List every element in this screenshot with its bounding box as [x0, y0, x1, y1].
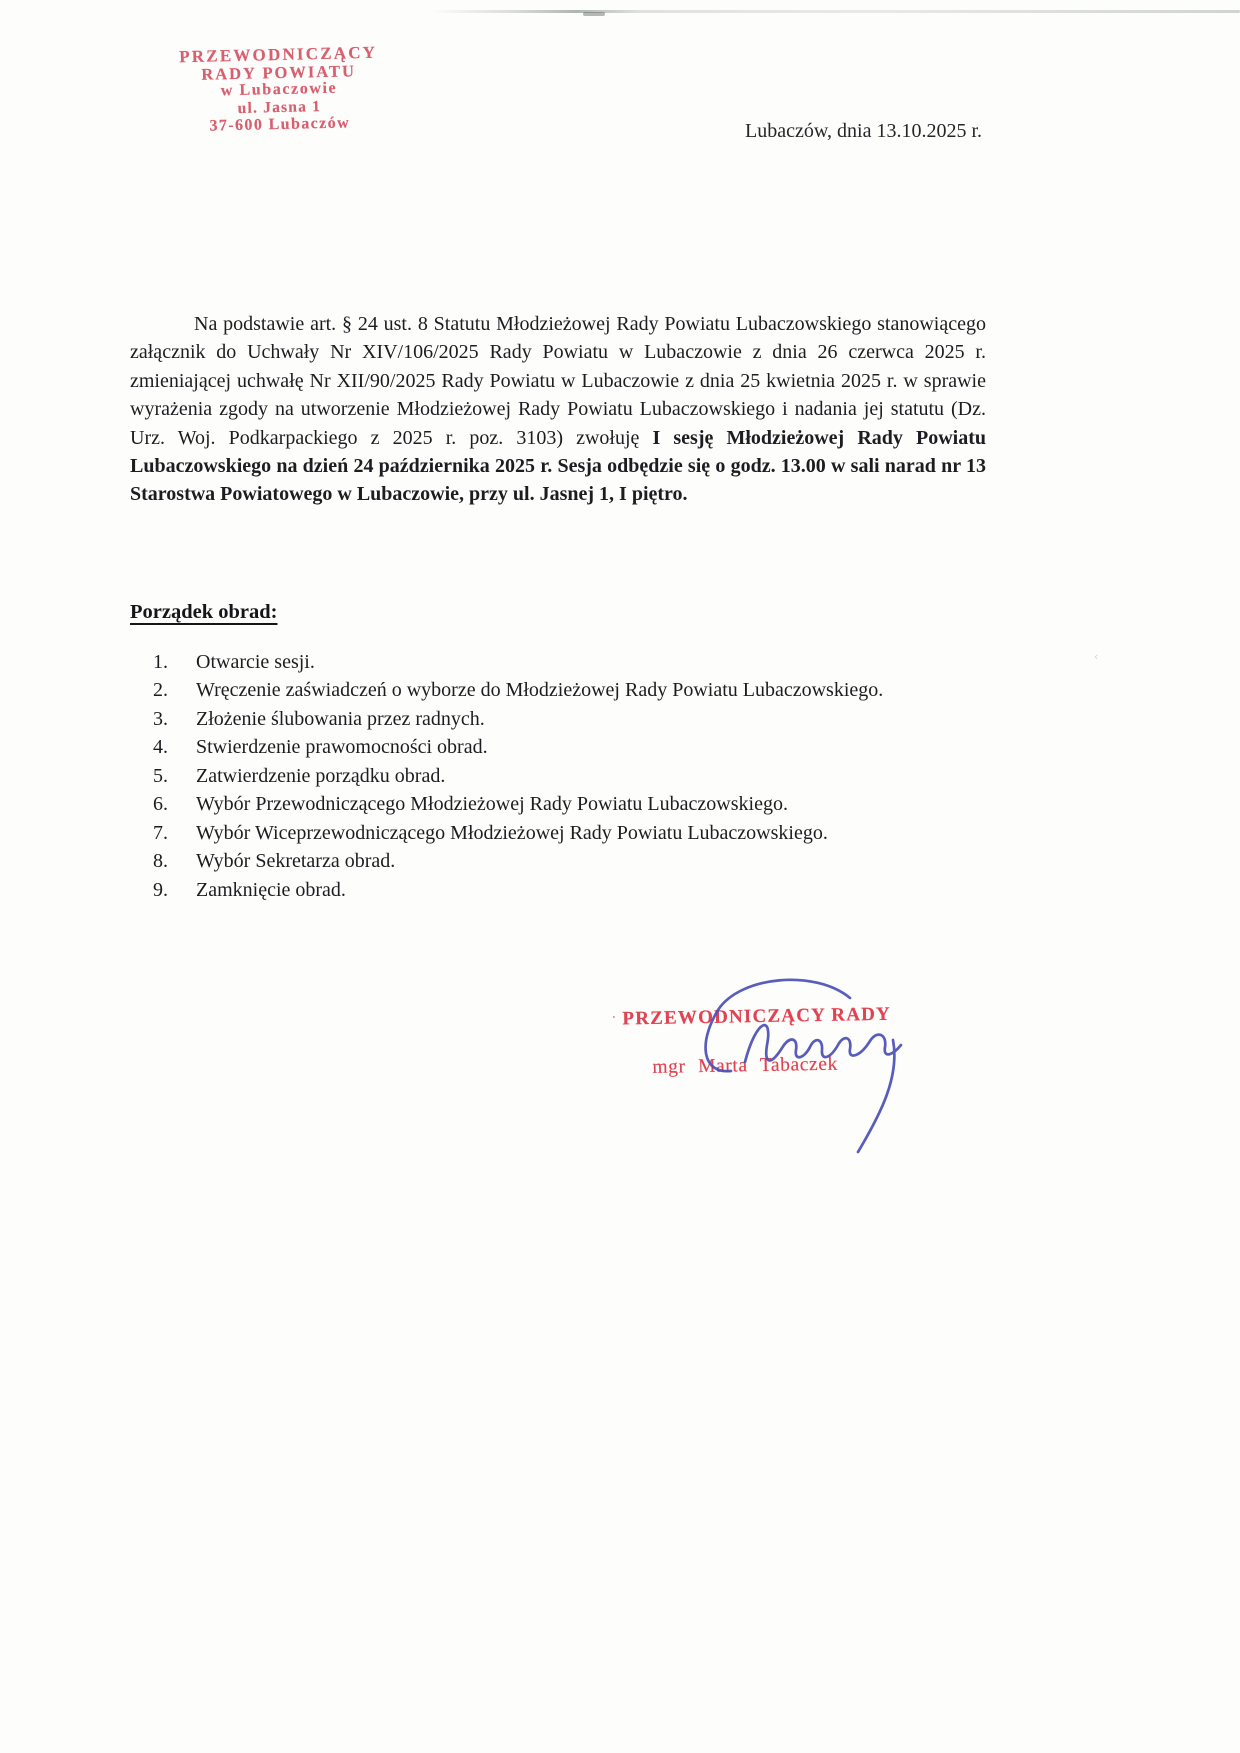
- dateline: Lubaczów, dnia 13.10.2025 r.: [745, 120, 982, 142]
- signature-descender: [858, 1040, 894, 1152]
- agenda-item-text: Wybór Sekretarza obrad.: [196, 850, 396, 873]
- agenda-item-number: 7.: [153, 821, 168, 844]
- agenda-item: [153, 705, 1013, 733]
- agenda-item-number: 1.: [153, 651, 168, 673]
- agenda-item-text: Wybór Wiceprzewodniczącego Młodzieżowej Rady Powiatu Lubaczowskiego.: [196, 821, 828, 844]
- agenda-item: [153, 819, 1013, 847]
- sender-stamp-line: ul. Jasna 1: [237, 97, 322, 117]
- agenda-item-number: 4.: [153, 736, 168, 759]
- session-announcement-text: I sesję Młodzieżowej Rady Powiatu Lubaczowskiego na dzień 24 października 2025 r. Sesja odbędzie się o godz. 13.00 w sali narad nr 13 Starostwa Powiatowego w Lubaczowie, przy ul. Jasnej 1, I piętro.: [130, 426, 986, 506]
- scanner-artifact-smudge: [583, 12, 605, 16]
- agenda-item: [153, 733, 1013, 761]
- sender-stamp-line: w Lubaczowie: [220, 79, 338, 100]
- agenda-item-text: Złożenie ślubowania przez radnych.: [196, 707, 485, 730]
- agenda-item: [153, 790, 1013, 818]
- agenda-item-text: Wybór Przewodniczącego Młodzieżowej Rady Powiatu Lubaczowskiego.: [196, 793, 788, 816]
- sender-stamp: [149, 43, 409, 136]
- agenda-list: [153, 648, 1013, 904]
- scanner-artifact-top: [430, 10, 1240, 13]
- agenda-item: [153, 648, 1013, 676]
- sender-stamp-line: PRZEWODNICZĄCY: [179, 42, 378, 67]
- body-intro-text: Na podstawie art. § 24 ust. 8 Statutu Młodzieżowej Rady Powiatu Lubaczowskiego stanowiącego załącznik do Uchwały Nr XIV/106/2025 Rady Powiatu w Lubaczowie z dnia 26 czerwca 2025 r. zmieniającej uchwałę Nr XII/90/2025 Rady Powiatu w Lubaczowie z dnia 25 kwietnia 2025 r. w sprawie wyrażenia zgody na utworzenie Młodzieżowej Rady Powiatu Lubaczowskiego i nadania jej statutu (Dz. Urz. Woj. Podkarpackiego z 2025 r. poz. 3103) zwołuję: [130, 313, 986, 449]
- agenda-item-text: Otwarcie sesji.: [196, 651, 315, 673]
- chairperson-stamp-name: mgr Marta Tabaczek: [652, 1053, 839, 1078]
- agenda-item: [153, 876, 1013, 904]
- agenda-item-text: Wręczenie zaświadczeń o wyborze do Młodzieżowej Rady Powiatu Lubaczowskiego.: [196, 679, 884, 702]
- agenda-item-text: Zatwierdzenie porządku obrad.: [196, 764, 446, 787]
- agenda-item: [153, 847, 1013, 875]
- chairperson-stamp-title-text: PRZEWODNICZĄCY RADY: [622, 1003, 892, 1030]
- agenda-item: [153, 676, 1013, 704]
- agenda-item-number: 9.: [153, 878, 168, 901]
- agenda-item-text: Zamknięcie obrad.: [196, 878, 346, 901]
- agenda-item: [153, 762, 1013, 790]
- sender-stamp-line: 37-600 Lubaczów: [209, 114, 351, 135]
- agenda-item-number: 3.: [153, 707, 168, 730]
- agenda-item-text: Stwierdzenie prawomocności obrad.: [196, 736, 488, 759]
- agenda-item-number: 6.: [153, 793, 168, 816]
- agenda-item-number: 2.: [153, 679, 168, 702]
- body-paragraph: [130, 310, 986, 509]
- signature-scribble: [745, 1025, 901, 1062]
- agenda-heading: Porządek obrad:: [130, 601, 278, 623]
- handwritten-signature: [600, 955, 940, 1175]
- agenda-item-number: 8.: [153, 850, 168, 873]
- scanner-artifact-right: ‹: [1093, 649, 1100, 664]
- agenda-item-number: 5.: [153, 764, 168, 787]
- stamp-dot: ·: [611, 1010, 618, 1026]
- sender-stamp-line: RADY POWIATU: [201, 60, 357, 84]
